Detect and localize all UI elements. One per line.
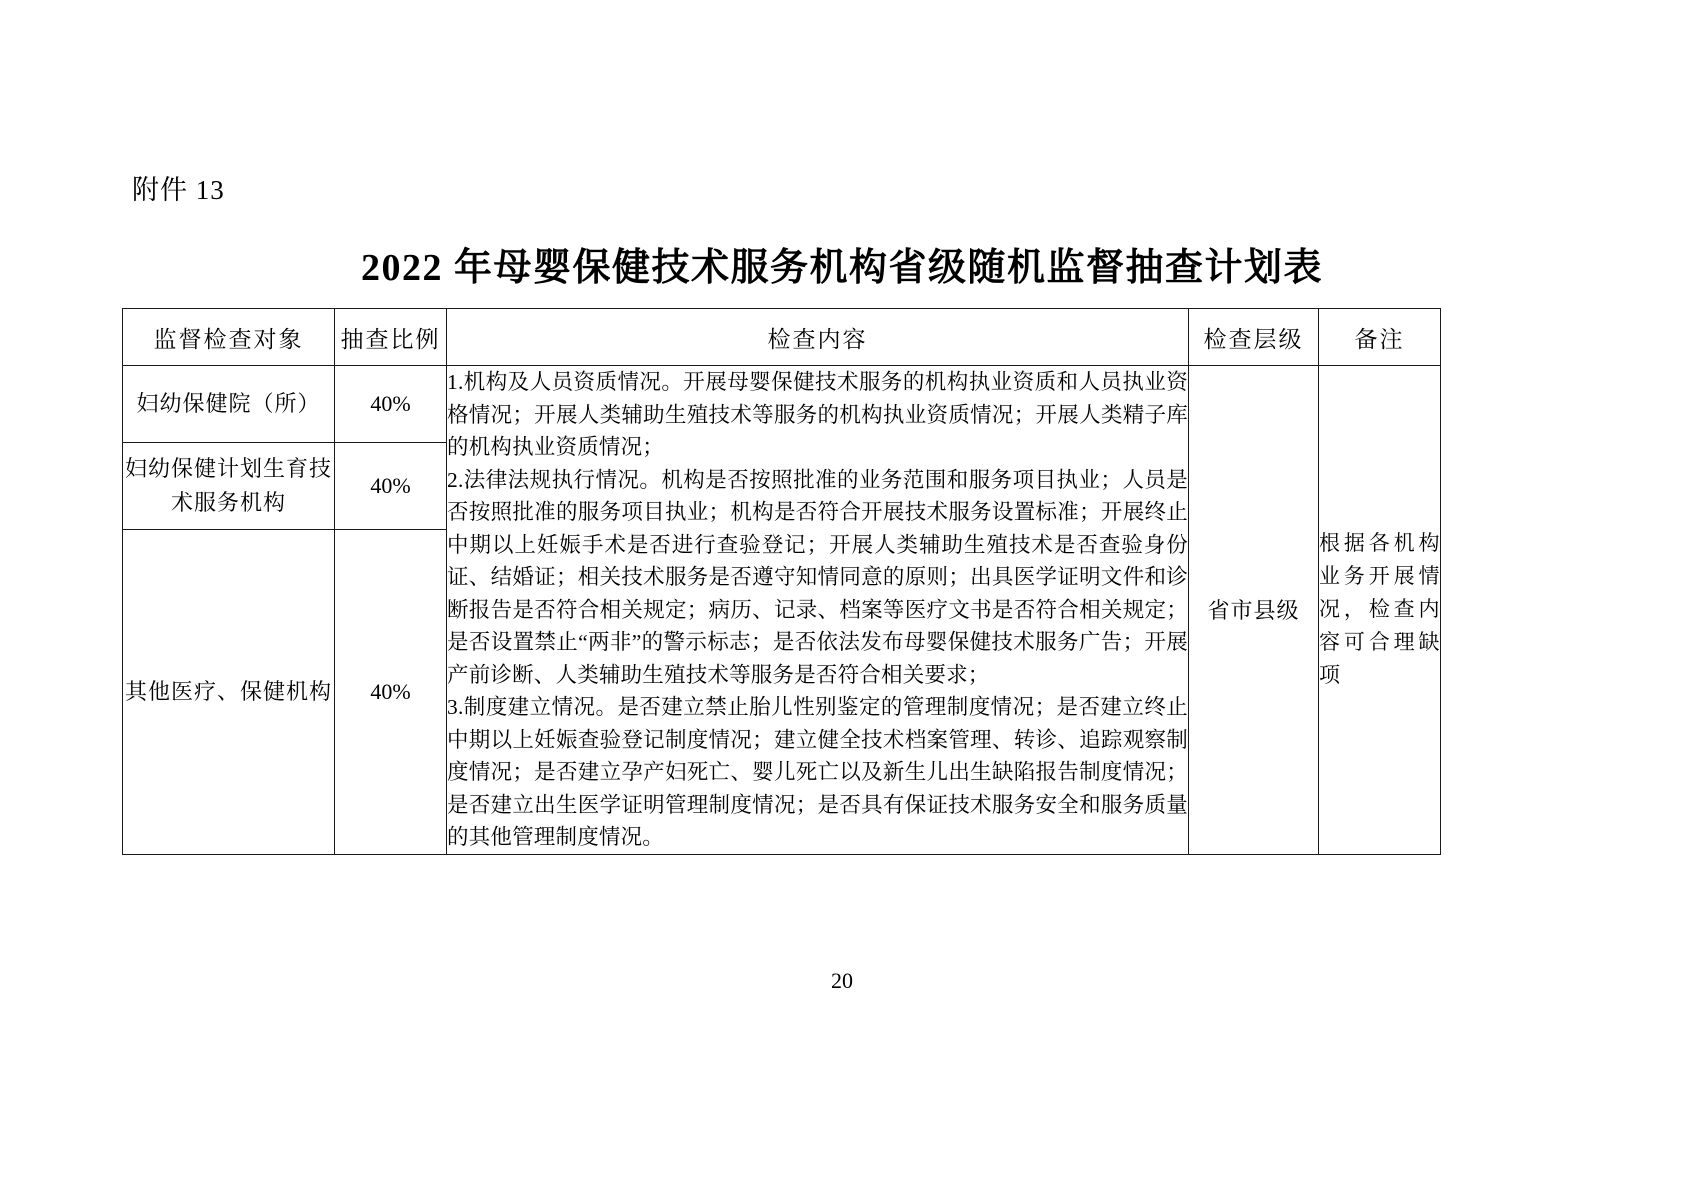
table-header-row [123, 309, 1441, 366]
cell-ratio-1: 40% [335, 366, 447, 443]
cell-ratio-2: 40% [335, 443, 447, 530]
cell-object-1: 妇幼保健院（所） [123, 366, 335, 443]
cell-object-2: 妇幼保健计划生育技术服务机构 [123, 443, 335, 530]
table-row [123, 366, 1441, 443]
page-title: 2022 年母婴保健技术服务机构省级随机监督抽查计划表 [360, 247, 1323, 289]
header-object: 监督检查对象 [123, 309, 335, 366]
content-paragraph-3: 3.制度建立情况。是否建立禁止胎儿性别鉴定的管理制度情况；是否建立终止中期以上妊娠查验登记制度情况；建立健全技术档案管理、转诊、追踪观察制度情况；是否建立孕产妇死亡、婴儿死亡以及新生儿出生缺陷报告制度情况；是否建立出生医学证明管理制度情况；是否具有保证技术服务安全和服务质量的其他管理制度情况。 [447, 695, 1188, 849]
inspection-plan-table [122, 308, 1441, 855]
content-paragraph-2: 2.法律法规执行情况。机构是否按照批准的业务范围和服务项目执业；人员是否按照批准的服务项目执业；机构是否符合开展技术服务设置标准；开展终止中期以上妊娠手术是否进行查验登记；开展人类辅助生殖技术是否查验身份证、结婚证；相关技术服务是否遵守知情同意的原则；出具医学证明文件和诊断报告是否符合相关规定；病历、记录、档案等医疗文书是否符合相关规定；是否设置禁止“两非”的警示标志；是否依法发布母婴保健技术服务广告；开展产前诊断、人类辅助生殖技术等服务是否符合相关要求； [447, 467, 1188, 687]
content-paragraph-1: 1.机构及人员资质情况。开展母婴保健技术服务的机构执业资质和人员执业资格情况；开展人类辅助生殖技术等服务的机构执业资质情况；开展人类精子库的机构执业资质情况； [447, 370, 1188, 459]
header-ratio: 抽查比例 [335, 309, 447, 366]
header-level: 检查层级 [1189, 309, 1319, 366]
page-number: 20 [831, 968, 853, 993]
cell-ratio-3: 40% [335, 530, 447, 855]
cell-remark: 根据各机构业务开展情况，检查内容可合理缺项 [1319, 366, 1441, 855]
header-remark: 备注 [1319, 309, 1441, 366]
header-content: 检查内容 [447, 309, 1189, 366]
cell-object-3: 其他医疗、保健机构 [123, 530, 335, 855]
attachment-label: 附件 13 [132, 175, 225, 205]
cell-inspection-level: 省市县级 [1189, 366, 1319, 855]
cell-inspection-content [447, 366, 1189, 855]
